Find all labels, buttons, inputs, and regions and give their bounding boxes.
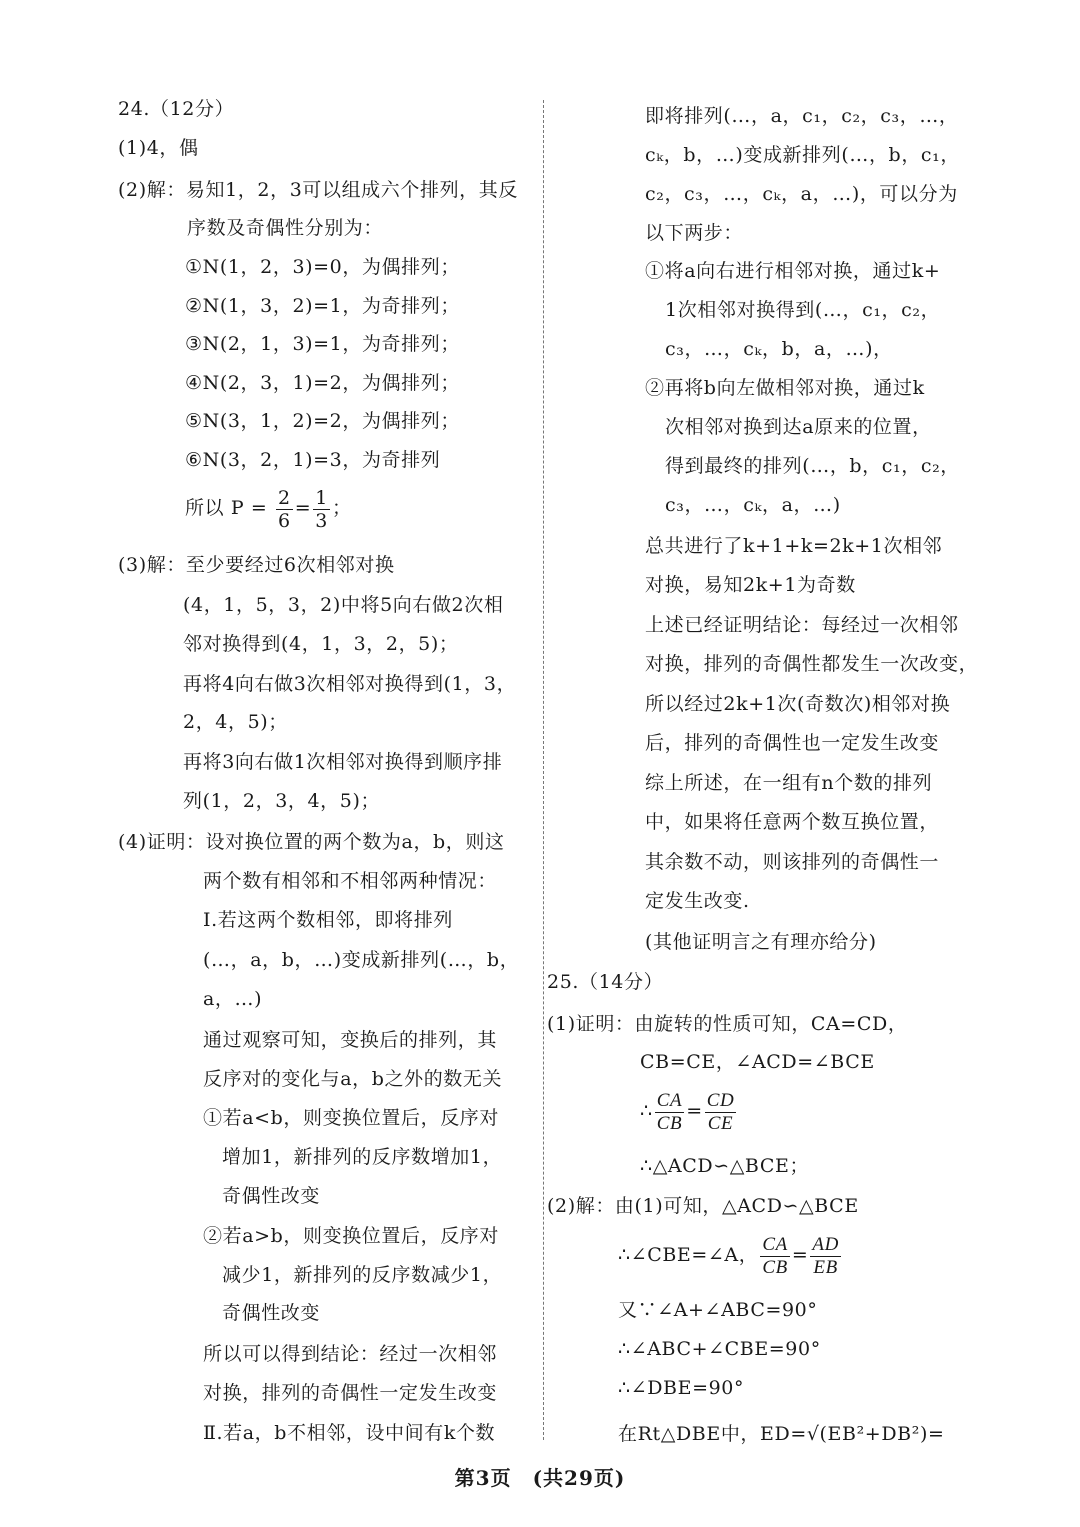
q25-part1-line1: (1)证明：由旋转的性质可知，CA=CD， [547, 1013, 908, 1035]
step1-line3: c₃，…，cₖ，b，a，…)， [665, 338, 893, 360]
right-line-1: 即将排列(…，a，c₁，c₂，c₃，…， [645, 105, 959, 127]
summary-line4: 定发生改变. [645, 890, 750, 912]
q24-part3-line5: 2，4，5)； [183, 711, 288, 733]
therefore-label: ∴ [640, 1100, 653, 1122]
summary-line2: 中，如果将任意两个数互换位置， [645, 811, 940, 833]
proof-line4: 后，排列的奇偶性也一定发生改变 [645, 732, 940, 754]
fraction-1-3: $\frac{1}{3}$ [315, 486, 328, 532]
case2-line1: Ⅱ.若a，b不相邻，设中间有k个数 [203, 1422, 496, 1444]
step2-line3: 得到最终的排列(…，b，c₁，c₂， [665, 455, 960, 477]
q24-part4-line1: (4)证明：设对换位置的两个数为a，b，则这 [118, 831, 505, 853]
fraction-ca-cb-2: $\frac{CA}{CB}$ [762, 1233, 788, 1278]
perm-item-6: ⑥N(3，2，1)=3，为奇排列 [185, 449, 441, 471]
case1-sub1-line1: ①若a<b，则变换位置后，反序对 [203, 1107, 500, 1129]
right-line-4: 以下两步： [645, 222, 744, 244]
case1-sub2-line2: 减少1，新排列的反序数减少1， [222, 1264, 503, 1286]
case1-line3: a，…) [203, 988, 263, 1010]
other-proof-note: (其他证明言之有理亦给分) [645, 931, 877, 953]
conclusion-line1: 所以可以得到结论：经过一次相邻 [203, 1343, 498, 1365]
q25-part2-line1: (2)解：由(1)可知，△ACD∽△BCE [547, 1195, 859, 1217]
case1-line5: 反序对的变化与a，b之外的数无关 [203, 1068, 503, 1090]
q24-part3-line7: 列(1，2，3，4，5)； [183, 790, 381, 812]
q24-part3-line3: 邻对换得到(4，1，3，2，5)； [183, 633, 459, 655]
right-line-3: c₂，c₃，…，cₖ，a，…)，可以分为 [645, 183, 958, 205]
q24-title: 24.（12分） [118, 98, 235, 120]
perm-item-4: ④N(2，3，1)=2，为偶排列； [185, 372, 460, 394]
step2-line2: 次相邻对换到达a原来的位置， [665, 416, 932, 438]
total-line2: 对换，易知2k+1为奇数 [645, 574, 856, 596]
q24-part3-line4: 再将4向右做3次相邻对换得到(1，3， [183, 673, 517, 695]
perm-item-2: ②N(1，3，2)=1，为奇排列； [185, 295, 460, 317]
proof-line1: 上述已经证明结论：每经过一次相邻 [645, 614, 959, 636]
step1-line1: ①将a向右进行相邻对换，通过k+ [645, 260, 941, 282]
right-line-2: cₖ，b，…)变成新排列(…，b，c₁， [645, 144, 960, 166]
probability-label: 所以 P = [185, 497, 268, 519]
angle-statement: ∴∠CBE=∠A， [618, 1244, 759, 1266]
q24-part2-line1: (2)解：易知1，2，3可以组成六个排列，其反 [118, 179, 518, 201]
case1-line4: 通过观察可知，变换后的排列，其 [203, 1029, 498, 1051]
q24-part3-line2: (4，1，5，3，2)中将5向右做2次相 [183, 594, 504, 616]
conclusion-line2: 对换，排列的奇偶性一定发生改变 [203, 1382, 498, 1404]
fraction-ca-cb: $\frac{CA}{CB}$ [656, 1089, 683, 1134]
case1-sub1-line2: 增加1，新排列的反序数增加1， [222, 1146, 503, 1168]
perm-item-5: ⑤N(3，1，2)=2，为偶排列； [185, 410, 460, 432]
summary-line3: 其余数不动，则该排列的奇偶性一 [645, 851, 940, 873]
similar-triangles: ∴△ACD∽△BCE； [640, 1155, 810, 1177]
probability-line: 所以 P = $\frac{2}{6}$ = $\frac{1}{3}$ ； [185, 486, 352, 532]
angle-sum-2: ∴∠ABC+∠CBE=90° [618, 1338, 821, 1360]
q24-part2-line2: 序数及奇偶性分别为： [187, 217, 384, 239]
total-line1: 总共进行了k+1+k=2k+1次相邻 [645, 535, 943, 557]
perm-item-3: ③N(2，1，3)=1，为奇排列； [185, 333, 460, 355]
proof-line3: 所以经过2k+1次(奇数次)相邻对换 [645, 693, 951, 715]
case1-line2: (…，a，b，…)变成新排列(…，b， [203, 949, 520, 971]
ratio-line: ∴ $\frac{CA}{CB}$ = $\frac{CD}{CE}$ [640, 1089, 735, 1134]
case1-sub2-line1: ②若a>b，则变换位置后，反序对 [203, 1225, 500, 1247]
proof-line2: 对换，排列的奇偶性都发生一次改变， [645, 653, 979, 675]
q24-part1: (1)4，偶 [118, 137, 199, 159]
angle-sum-1: 又∵∠A+∠ABC=90° [618, 1299, 818, 1321]
q24-part3-line6: 再将3向右做1次相邻对换得到顺序排 [183, 751, 503, 773]
q25-title: 25.（14分） [547, 971, 664, 993]
perm-item-1: ①N(1，2，3)=0，为偶排列； [185, 256, 460, 278]
q25-part1-line2: CB=CE，∠ACD=∠BCE [640, 1051, 875, 1073]
page-footer: 第3页 (共29页) [454, 1466, 626, 1490]
pythagoras-line: 在Rt△DBE中，ED=√(EB²+DB²)= [618, 1423, 945, 1445]
fraction-cd-ce: $\frac{CD}{CE}$ [706, 1089, 735, 1134]
step1-line2: 1次相邻对换得到(…，c₁，c₂， [665, 299, 941, 321]
angle-dbe: ∴∠DBE=90° [618, 1377, 745, 1399]
case1-sub2-line3: 奇偶性改变 [222, 1302, 321, 1324]
q24-part3-line1: (3)解：至少要经过6次相邻对换 [118, 554, 395, 576]
step2-line4: c₃，…，cₖ，a，…) [665, 494, 841, 516]
case1-sub1-line3: 奇偶性改变 [222, 1185, 321, 1207]
step2-line1: ②再将b向左做相邻对换，通过k [645, 377, 925, 399]
case1-line1: Ⅰ.若这两个数相邻，即将排列 [203, 909, 453, 931]
angle-ratio-line: ∴∠CBE=∠A， $\frac{CA}{CB}$ = $\frac{AD}{EB}$ [618, 1233, 839, 1278]
summary-line1: 综上所述，在一组有n个数的排列 [645, 772, 933, 794]
column-divider [543, 100, 544, 1440]
q24-part4-line2: 两个数有相邻和不相邻两种情况： [203, 870, 498, 892]
fraction-ad-eb: $\frac{AD}{EB}$ [812, 1233, 839, 1278]
fraction-2-6: $\frac{2}{6}$ [278, 486, 291, 532]
